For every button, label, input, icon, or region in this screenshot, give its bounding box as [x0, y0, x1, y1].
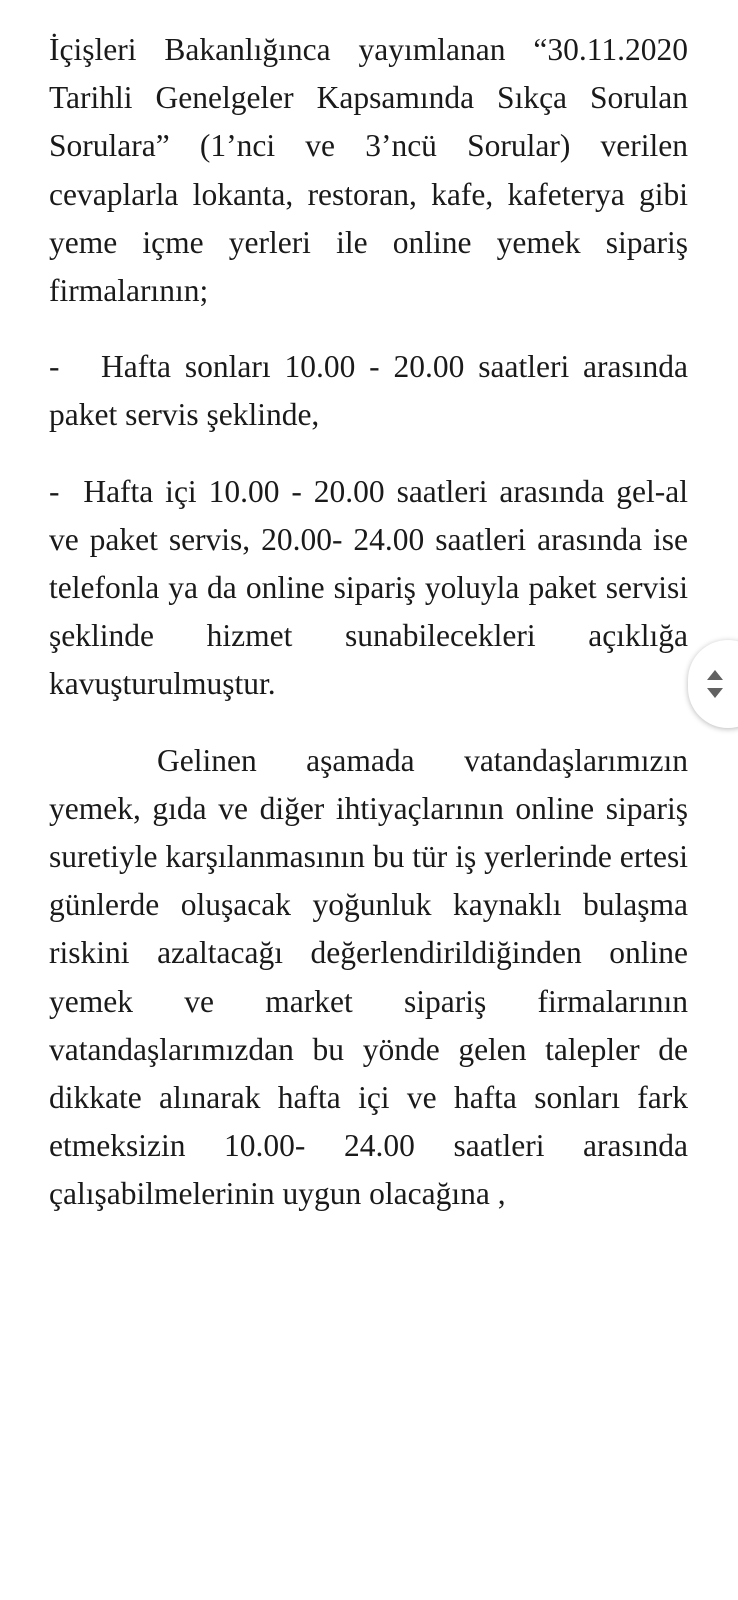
fast-scroll-handle[interactable] — [688, 640, 738, 728]
chevron-up-icon — [707, 670, 723, 680]
list-item-weekday: - Hafta içi 10.00 - 20.00 saatleri arasında gel-al ve paket servis, 20.00- 24.00 saatleri arasında ise telefonla ya da online sipariş yoluyla paket servisi şeklinde hizmet sunabilecekleri açıklığa kavuşturulmuştur. — [49, 473, 696, 702]
document-page — [49, 26, 696, 1219]
paragraph-intro: İçişleri Bakanlığınca yayımlanan “30.11.2020 Tarihli Genelgeler Kapsamında Sıkça Sorulan Sorulara” (1’nci ve 3’ncü Sorular) verilen cevaplarla lokanta, restoran, kafe, kafeterya gibi yeme içme yerleri ile online yemek sipariş firmalarının; — [49, 32, 688, 309]
chevron-down-icon — [707, 688, 723, 698]
list-item-weekend: - Hafta sonları 10.00 - 20.00 saatleri arasında paket servis şeklinde, — [49, 349, 696, 433]
paragraph-conclusion: Gelinen aşamada vatandaşlarımızın yemek, gıda ve diğer ihtiyaçlarının online sipariş suretiyle karşılanmasının bu tür iş yerlerinde ertesi günlerde oluşacak yoğunluk kaynaklı bulaşma riskini azaltacağı değerlendirildiğinden online yemek ve market sipariş firmalarının vatandaşlarımızdan bu yönde gelen talepler de dikkate alınarak hafta içi ve hafta sonları fark etmeksizin 10.00- 24.00 saatleri arasında çalışabilmelerinin uygun olacağına , — [49, 742, 688, 1212]
